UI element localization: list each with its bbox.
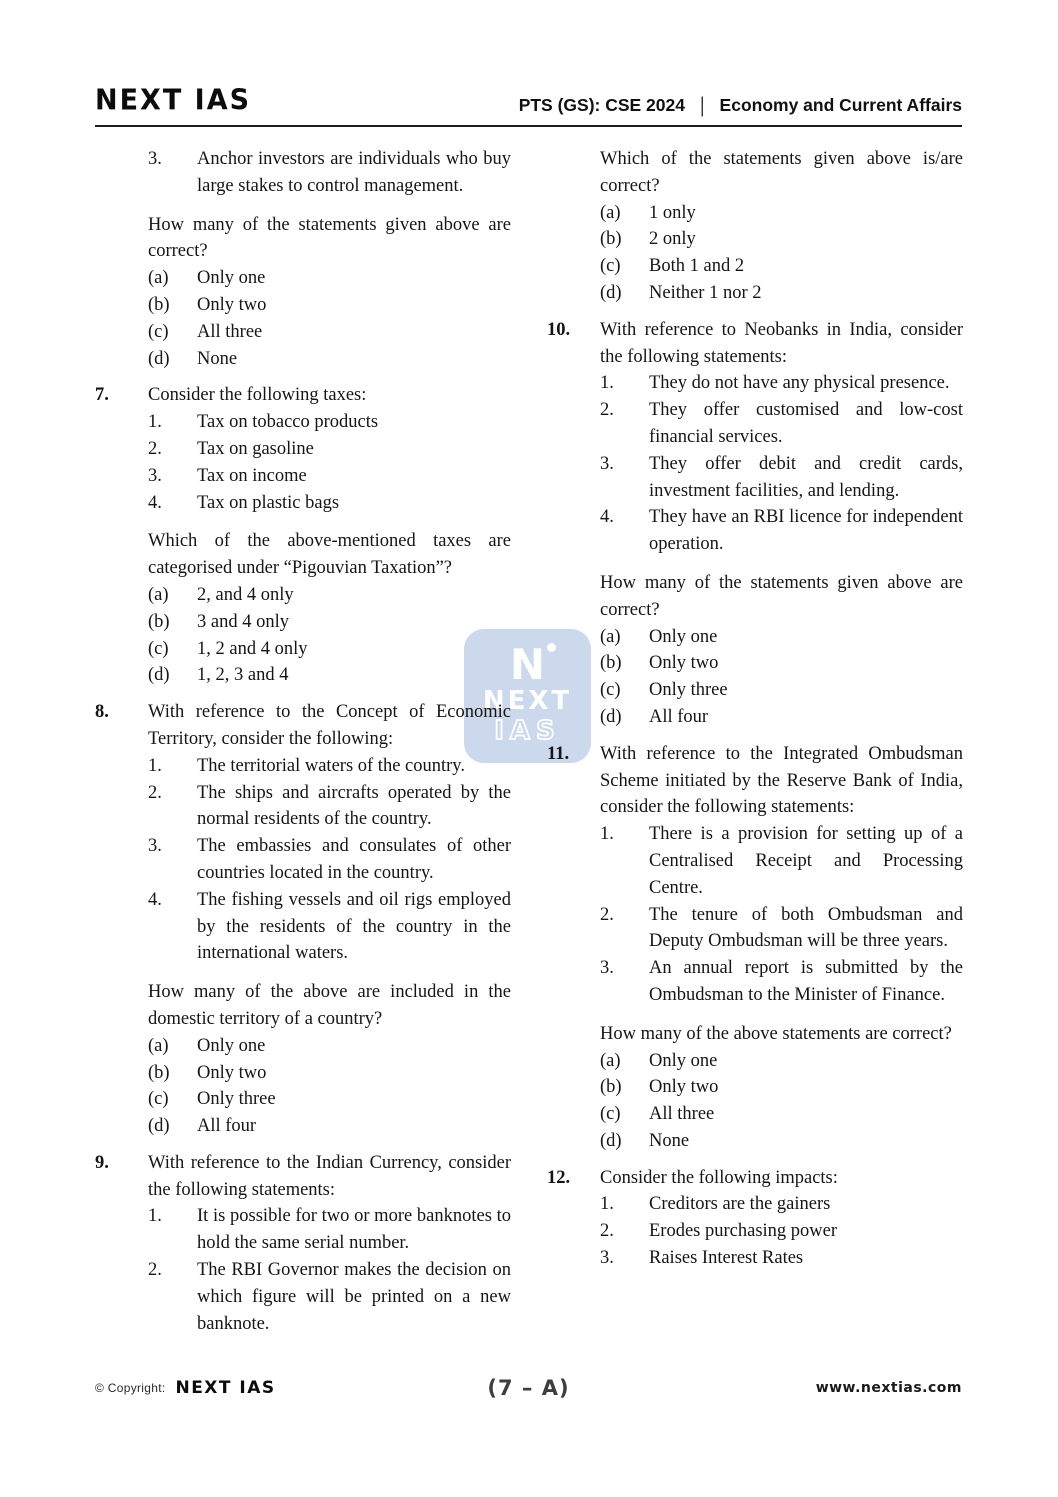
opt-block [95, 609, 511, 636]
option-label: (c) [600, 256, 621, 277]
statement-number: 4. [148, 889, 162, 910]
sub-block [547, 504, 963, 558]
right-column [547, 146, 963, 1337]
option-label: (c) [148, 1089, 169, 1110]
option-label: (d) [148, 348, 170, 369]
sub-block [95, 753, 511, 780]
statement-number: 4. [600, 507, 614, 528]
option-label: (b) [148, 611, 170, 632]
statement-number: 3. [600, 958, 614, 979]
option-label: (d) [148, 665, 170, 686]
sub-block [95, 490, 511, 517]
sub-block [547, 821, 963, 901]
question-block [95, 699, 511, 753]
opt-block [547, 1128, 963, 1155]
opt-block [547, 280, 963, 307]
option-text: Only two [197, 1062, 267, 1083]
option-text: 1 only [649, 202, 696, 223]
question-text: With reference to the Concept of Economic Territory, consider the following: [148, 702, 511, 749]
option-label: (a) [148, 1035, 169, 1056]
option-text: Only two [649, 1077, 719, 1098]
opt-block [95, 1060, 511, 1087]
sub-block [95, 409, 511, 436]
question-number: 11. [547, 743, 570, 764]
opt-block [95, 582, 511, 609]
statement-number: 1. [600, 824, 614, 845]
sub-block [95, 436, 511, 463]
statement-number: 3. [148, 465, 162, 486]
statement-number: 1. [148, 1206, 162, 1227]
opt-block [547, 1101, 963, 1128]
watermark-n-monogram: N [510, 646, 545, 684]
watermark-ias-text: IAS [494, 716, 561, 746]
option-label: (b) [600, 653, 622, 674]
option-text: Only one [649, 626, 718, 647]
option-label: (d) [600, 706, 622, 727]
option-label: (d) [600, 282, 622, 303]
statement-number: 3. [148, 149, 162, 169]
statement-text: Tax on plastic bags [197, 492, 340, 513]
statement-number: 1. [600, 373, 614, 394]
option-label: (a) [148, 584, 169, 605]
opt-block [95, 346, 511, 373]
sub-block [547, 397, 963, 451]
question-text: Consider the following impacts: [600, 1167, 838, 1188]
statement-text: An annual report is submitted by the Ombudsman to the Minister of Finance. [649, 958, 963, 1005]
option-text: All three [649, 1104, 715, 1125]
opt-block [95, 1086, 511, 1113]
statement-number: 2. [600, 904, 614, 925]
option-label: (b) [600, 1077, 622, 1098]
option-label: (d) [600, 1130, 622, 1151]
opt-block [95, 636, 511, 663]
opt-block [547, 1074, 963, 1101]
question-stem: How many of the above statements are correct? [600, 1023, 952, 1044]
question-stem: Which of the above-mentioned taxes are categorised under “Pigouvian Taxation”? [148, 531, 511, 579]
statement-number: 3. [600, 1248, 614, 1269]
header-separator: | [700, 93, 705, 117]
opt-block [95, 265, 511, 292]
option-label: (b) [600, 229, 622, 250]
opt-block [547, 253, 963, 280]
header-title [519, 94, 962, 116]
opt-block [95, 319, 511, 346]
opt-block [547, 1048, 963, 1075]
copyright-label: © Copyright: [95, 1381, 166, 1395]
statement-number: 3. [600, 453, 614, 474]
option-text: 3 and 4 only [197, 611, 289, 632]
header-subject-label: Economy and Current Affairs [719, 95, 962, 115]
option-label: (a) [600, 626, 621, 647]
question-stem: Which of the statements given above is/are correct? [600, 149, 963, 196]
statement-text: They offer debit and credit cards, investment facilities, and lending. [649, 453, 963, 501]
question-columns [95, 146, 963, 1337]
sub-block [547, 1191, 963, 1218]
question-number: 8. [95, 702, 109, 723]
question-number: 7. [95, 385, 109, 406]
statement-number: 2. [600, 400, 614, 421]
statement-text: The fishing vessels and oil rigs employed by the residents of the country in the international waters. [197, 889, 511, 964]
statement-number: 2. [148, 438, 162, 459]
sub-block [95, 463, 511, 490]
question-stem: How many of the statements given above are correct? [148, 214, 511, 262]
statement-text: Creditors are the gainers [649, 1194, 831, 1215]
question-text: With reference to the Indian Currency, consider the following statements: [148, 1152, 511, 1200]
statement-text: It is possible for two or more banknotes to hold the same serial number. [197, 1206, 511, 1254]
option-text: Neither 1 nor 2 [649, 282, 762, 303]
statement-number: 1. [600, 1194, 614, 1215]
question-number: 12. [547, 1167, 571, 1188]
statement-number: 1. [148, 412, 162, 433]
statement-text: There is a provision for setting up of a Centralised Receipt and Processing Centre. [649, 824, 963, 898]
option-text: Only one [197, 268, 266, 289]
sub-block [547, 451, 963, 505]
sub-block [547, 370, 963, 397]
statement-text: Tax on income [197, 465, 307, 486]
statement-text: Anchor investors are individuals who buy large stakes to control management. [197, 149, 511, 196]
option-label: (c) [148, 321, 169, 342]
sub-block [547, 902, 963, 956]
opt-block [95, 1033, 511, 1060]
option-text: All four [649, 706, 709, 727]
option-label: (c) [148, 638, 169, 659]
option-text: Only two [649, 653, 719, 674]
statement-number: 2. [600, 1221, 614, 1242]
question-block [547, 317, 963, 371]
statement-text: The tenure of both Ombudsman and Deputy Ombudsman will be three years. [649, 904, 963, 952]
statement-text: The territorial waters of the country. [197, 755, 465, 776]
statement-text: Erodes purchasing power [649, 1221, 838, 1242]
sub-block [95, 833, 511, 887]
header-series-label: PTS (GS): CSE 2024 [518, 95, 685, 115]
option-text: Only three [649, 680, 728, 701]
option-text: 2 only [649, 229, 696, 250]
opt-block [547, 650, 963, 677]
footer-logo: NEXT IAS [175, 1378, 276, 1398]
page-header [95, 86, 962, 127]
option-text: Only one [197, 1035, 266, 1056]
opt-block [95, 292, 511, 319]
sub-block [547, 1218, 963, 1245]
statement-text: Raises Interest Rates [649, 1248, 804, 1269]
statement-text: The ships and aircrafts operated by the normal residents of the country. [197, 782, 511, 830]
page-footer [95, 1373, 962, 1403]
statement-text: They offer customised and low-cost financial services. [649, 400, 963, 447]
option-label: (d) [148, 1116, 170, 1137]
option-text: Only three [197, 1089, 276, 1110]
option-label: (a) [600, 1050, 621, 1071]
statement-text: They have an RBI licence for independent operation. [649, 507, 963, 555]
page-number: (7 – A) [487, 1376, 570, 1400]
question-block [547, 741, 963, 821]
website-url: www.nextias.com [815, 1380, 962, 1396]
opt-block [547, 624, 963, 651]
watermark-next-text: NEXT [482, 686, 573, 716]
statement-number: 3. [148, 836, 162, 857]
statement-number: 2. [148, 1260, 162, 1281]
sub-block [95, 146, 511, 200]
opt-block [547, 704, 963, 731]
statement-text: The embassies and consulates of other countries located in the country. [197, 836, 511, 883]
option-label: (c) [600, 680, 621, 701]
nextias-logo: NEXT IAS [95, 84, 252, 117]
footer-copyright [95, 1378, 276, 1398]
question-block [95, 1150, 511, 1204]
statement-number: 4. [148, 492, 162, 513]
left-column [95, 146, 511, 1337]
question-stem: How many of the above are included in the domestic territory of a country? [148, 982, 511, 1029]
statement-text: The RBI Governor makes the decision on which figure will be printed on a new banknote. [197, 1260, 511, 1334]
option-text: 2, and 4 only [197, 584, 294, 605]
opt-block [95, 1113, 511, 1140]
option-text: 1, 2 and 4 only [197, 638, 308, 659]
option-label: (a) [600, 202, 621, 223]
sub-block [547, 955, 963, 1009]
question-number: 9. [95, 1152, 109, 1173]
question-stem: How many of the statements given above are correct? [600, 572, 963, 620]
option-text: Both 1 and 2 [649, 256, 745, 277]
option-label: (c) [600, 1104, 621, 1125]
sub-block [95, 780, 511, 834]
question-number: 10. [547, 319, 571, 340]
sub-block [547, 1245, 963, 1272]
option-text: None [649, 1130, 690, 1151]
question-text: With reference to the Integrated Ombudsman Scheme initiated by the Reserve Bank of India, consider the following statements: [600, 743, 963, 818]
sub-block [95, 887, 511, 967]
option-text: Only one [649, 1050, 718, 1071]
question-block [95, 382, 511, 409]
statement-text: They do not have any physical presence. [649, 373, 950, 394]
question-text: With reference to Neobanks in India, consider the following statements: [600, 319, 963, 367]
opt-block [547, 677, 963, 704]
opt-block [547, 200, 963, 227]
sub-block [95, 1203, 511, 1257]
option-label: (b) [148, 1062, 170, 1083]
option-text: All four [197, 1116, 257, 1137]
opt-block [95, 662, 511, 689]
option-label: (b) [148, 294, 170, 315]
question-block [547, 1165, 963, 1192]
statement-number: 1. [148, 755, 162, 776]
option-text: None [197, 348, 238, 369]
sub-block [95, 1257, 511, 1337]
statement-number: 2. [148, 782, 162, 803]
option-text: 1, 2, 3 and 4 [197, 665, 289, 686]
option-text: All three [197, 321, 263, 342]
statement-text: Tax on tobacco products [197, 412, 379, 433]
option-label: (a) [148, 268, 169, 289]
question-text: Consider the following taxes: [148, 385, 367, 406]
opt-block [547, 226, 963, 253]
option-text: Only two [197, 294, 267, 315]
statement-text: Tax on gasoline [197, 438, 314, 459]
